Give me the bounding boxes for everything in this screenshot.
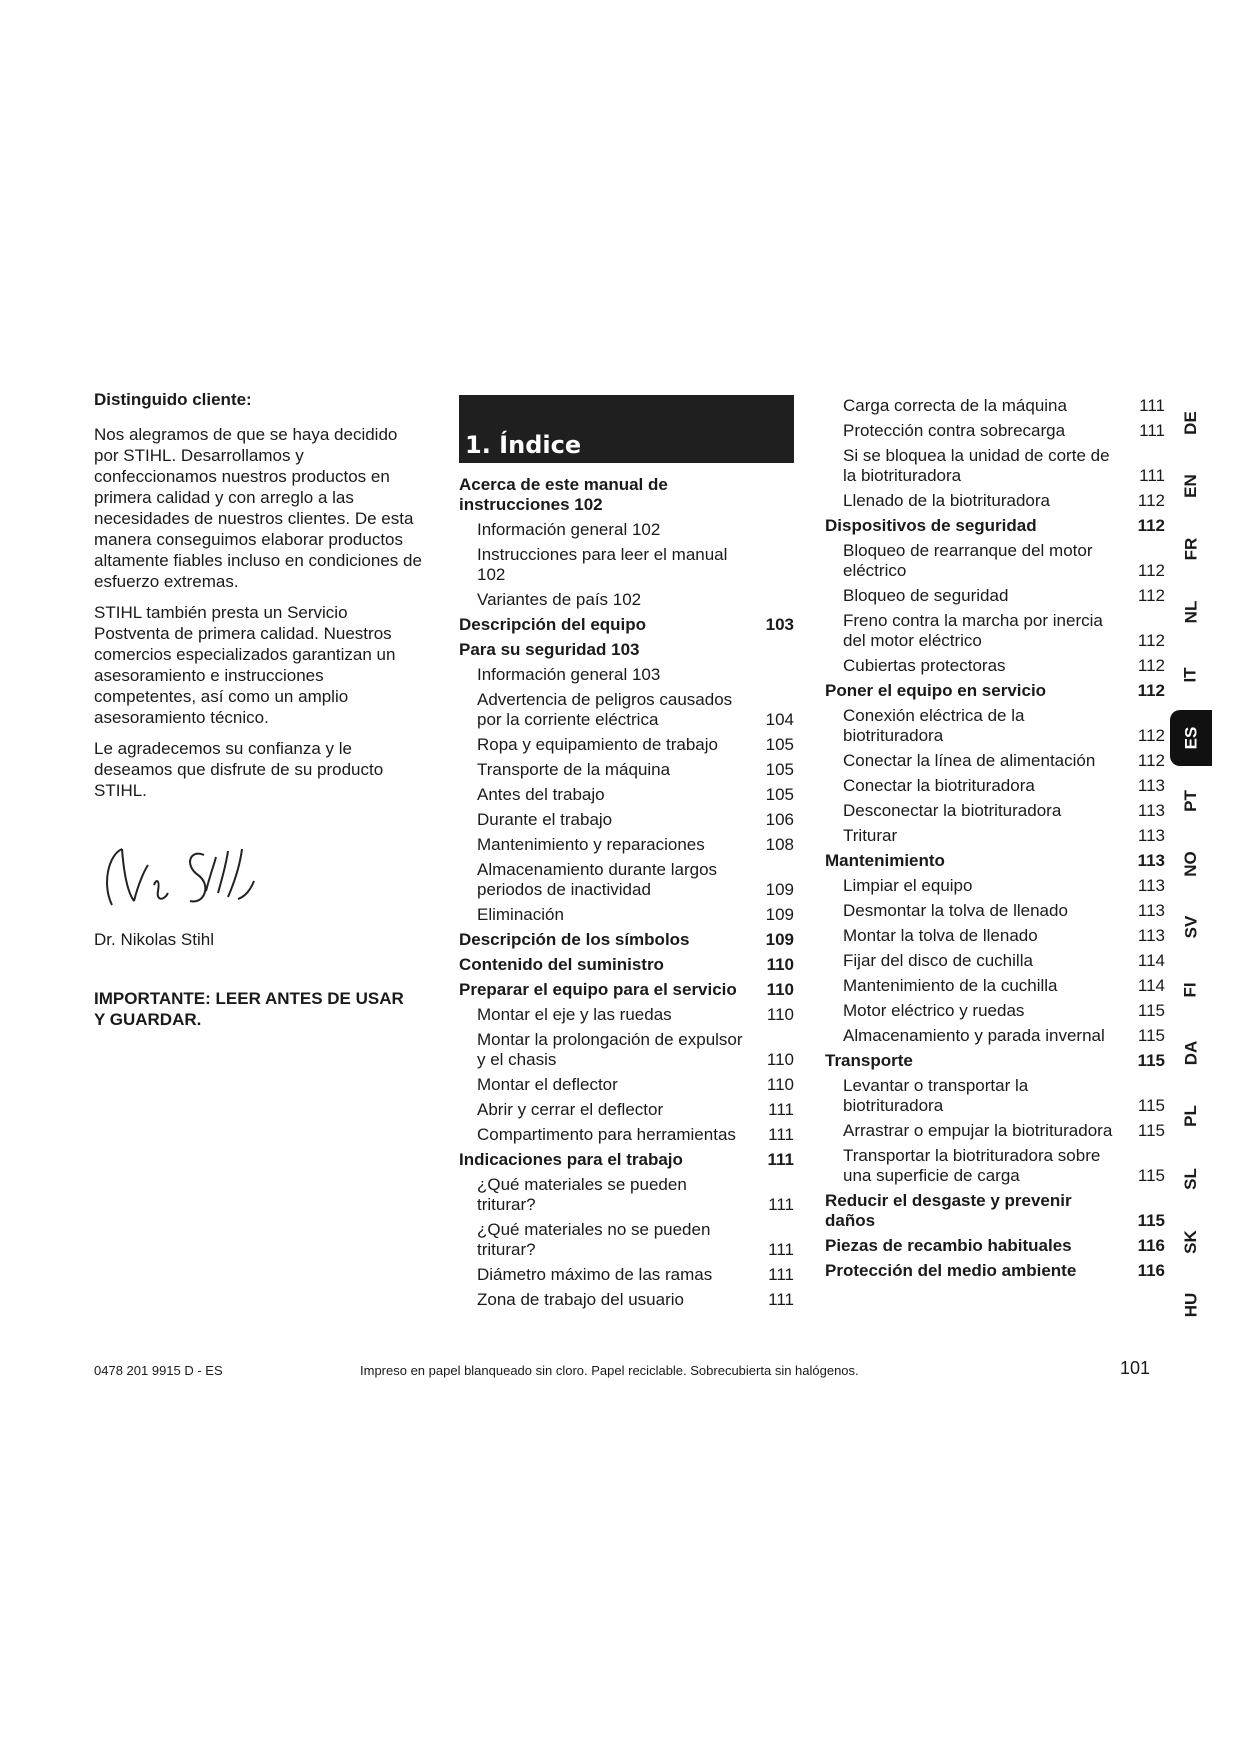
toc-entry-title: Información general 103 xyxy=(477,665,661,684)
toc-entry-title: Almacenamiento y parada invernal xyxy=(843,1026,1105,1045)
toc-entry-page: 113 xyxy=(1137,851,1165,870)
toc-entry-title: Conectar la línea de alimentación xyxy=(843,751,1096,770)
toc-entry-page: 113 xyxy=(1137,826,1165,845)
toc-entry xyxy=(459,1125,794,1145)
toc-entry-page: 115 xyxy=(1137,1121,1165,1140)
toc-entry-page: 112 xyxy=(1137,751,1165,770)
toc-entry-page: 105 xyxy=(765,760,794,779)
toc-entry xyxy=(459,905,794,925)
toc-entry-page: 113 xyxy=(1137,876,1165,895)
toc-entry xyxy=(825,1076,1165,1116)
toc-entry xyxy=(459,785,794,805)
toc-entry-title: Cubiertas protectoras xyxy=(843,656,1006,675)
toc-entry xyxy=(825,1051,1165,1071)
language-tab-es xyxy=(1170,710,1212,766)
toc-entry xyxy=(459,1075,794,1095)
important-line: IMPORTANTE: LEER ANTES DE USAR xyxy=(94,989,404,1008)
document-code: 0478 201 9915 D - ES xyxy=(94,1363,223,1378)
toc-entry-page: 115 xyxy=(1137,1166,1165,1185)
toc-entry-title: Limpiar el equipo xyxy=(843,876,973,895)
toc-entry-title: Indicaciones para el trabajo xyxy=(459,1150,683,1169)
language-tab-sv xyxy=(1170,899,1212,955)
toc-entry-title: Durante el trabajo xyxy=(477,810,613,829)
important-notice xyxy=(94,988,424,1030)
language-tab-label: SL xyxy=(1180,1168,1200,1190)
toc-entry xyxy=(459,1100,794,1120)
toc-entry-title: Mantenimiento xyxy=(825,851,945,870)
toc-entry-title: Protección contra sobrecarga xyxy=(843,421,1066,440)
toc-entry-title: Zona de trabajo del usuario xyxy=(477,1290,684,1309)
toc-entry-page: 105 xyxy=(765,785,794,804)
toc-entry-page: 112 xyxy=(1137,586,1165,605)
toc-entry-title: Eliminación xyxy=(477,905,564,924)
toc-entry-page: 105 xyxy=(765,735,794,754)
toc-entry-page: 112 xyxy=(1137,681,1165,700)
toc-entry-page: 116 xyxy=(1137,1261,1165,1280)
toc-entry xyxy=(459,860,794,900)
toc-entry-title: Contenido del suministro xyxy=(459,955,664,974)
toc-entry-page: 110 xyxy=(766,1075,794,1094)
toc-entry-page: 112 xyxy=(1137,516,1165,535)
toc-entry xyxy=(825,801,1165,821)
toc-entry xyxy=(459,1005,794,1025)
toc-entry-title: Información general 102 xyxy=(477,520,661,539)
language-tab-pl xyxy=(1170,1088,1212,1144)
toc-entry-page: 114 xyxy=(1137,976,1165,995)
toc-entry xyxy=(825,751,1165,771)
toc-entry xyxy=(825,776,1165,796)
toc-entry-page: 113 xyxy=(1137,776,1165,795)
toc-entry xyxy=(825,1261,1165,1281)
toc-entry-page: 103 xyxy=(765,615,794,634)
language-tab-label: ES xyxy=(1181,726,1200,750)
toc-entry-page: 111 xyxy=(1139,421,1165,440)
toc-entry-title: Abrir y cerrar el deflector xyxy=(477,1100,664,1119)
language-tab-de xyxy=(1170,395,1212,451)
greeting: Distinguido cliente: xyxy=(94,390,252,409)
toc-entry-title: Freno contra la marcha por inercia del motor eléctrico xyxy=(843,611,1103,650)
toc-entry-title: Desconectar la biotrituradora xyxy=(843,801,1062,820)
toc-entry xyxy=(825,1026,1165,1046)
toc-entry xyxy=(459,1265,794,1285)
toc-entry-title: Desmontar la tolva de llenado xyxy=(843,901,1068,920)
language-tab-label: DE xyxy=(1181,411,1200,435)
language-tab-nl xyxy=(1170,584,1212,640)
language-tab-pt xyxy=(1170,773,1212,829)
toc-entry xyxy=(825,851,1165,871)
welcome-letter xyxy=(94,389,424,1030)
language-tab-label: HU xyxy=(1181,1292,1200,1318)
toc-entry-page: 111 xyxy=(767,1150,794,1169)
toc-entry-title: Mantenimiento de la cuchilla xyxy=(843,976,1058,995)
toc-entry-page: 115 xyxy=(1137,1026,1165,1045)
language-tab-hu xyxy=(1170,1277,1212,1333)
toc-entry-title: Para su seguridad 103 xyxy=(459,640,640,659)
toc-entry-title: Si se bloquea la unidad de corte de la biotrituradora xyxy=(843,446,1110,485)
toc-entry-page: 110 xyxy=(766,1005,794,1024)
toc-entry xyxy=(825,541,1165,581)
letter-paragraph: Nos alegramos de que se haya decidido por STIHL. Desarrollamos y confeccionamos nuestros productos en primera calidad y con arreglo a las necesidades de nuestros clientes. De esta manera conseguimos elaborar productos altamente fiables incluso en condiciones de esfuerzo extremas. xyxy=(94,425,422,591)
toc-entry-title: Dispositivos de seguridad xyxy=(825,516,1037,535)
toc-entry xyxy=(825,876,1165,896)
language-tab-label: PL xyxy=(1180,1105,1200,1127)
toc-entry xyxy=(459,690,794,730)
language-tab-label: SK xyxy=(1181,1230,1200,1254)
toc-entry xyxy=(459,1030,794,1070)
toc-entry-page: 110 xyxy=(766,980,794,999)
toc-entry xyxy=(825,516,1165,536)
toc-entry-page: 111 xyxy=(768,1195,794,1214)
page-number: 101 xyxy=(1120,1358,1151,1378)
toc-entry xyxy=(825,1236,1165,1256)
toc-entry-page: 115 xyxy=(1137,1001,1165,1020)
toc-entry-title: Transporte de la máquina xyxy=(477,760,671,779)
toc-entry-title: Variantes de país 102 xyxy=(477,590,642,609)
toc-entry xyxy=(825,1191,1165,1231)
toc-entry-title: Llenado de la biotrituradora xyxy=(843,491,1050,510)
toc-entry-page: 115 xyxy=(1137,1211,1165,1230)
toc-entry-title: Ropa y equipamiento de trabajo xyxy=(477,735,718,754)
toc-entry xyxy=(825,396,1165,416)
toc-entry-page: 109 xyxy=(765,930,794,949)
toc-entry-page: 111 xyxy=(768,1125,794,1144)
toc-entry xyxy=(459,615,794,635)
toc-entry-title: Diámetro máximo de las ramas xyxy=(477,1265,713,1284)
language-tab-sl xyxy=(1170,1151,1212,1207)
signer-name: Dr. Nikolas Stihl xyxy=(94,930,214,949)
toc-entry-title: Descripción del equipo xyxy=(459,615,647,634)
toc-entry-title: Preparar el equipo para el servicio xyxy=(459,980,737,999)
language-tab-label: NL xyxy=(1180,600,1200,624)
toc-entry xyxy=(459,835,794,855)
toc-entry xyxy=(459,980,794,1000)
toc-entry-title: Transporte xyxy=(825,1051,913,1070)
toc-entry xyxy=(825,826,1165,846)
toc-entry xyxy=(459,1220,794,1260)
toc-entry-page: 113 xyxy=(1137,926,1165,945)
toc-entry-title: Descripción de los símbolos xyxy=(459,930,690,949)
signature-image xyxy=(94,835,264,921)
toc-list xyxy=(459,475,794,1310)
language-tab-label: SV xyxy=(1181,915,1200,939)
toc-entry xyxy=(459,1290,794,1310)
toc-entry xyxy=(825,446,1165,486)
toc-entry-title: Conexión eléctrica de la biotrituradora xyxy=(843,706,1025,745)
toc-entry xyxy=(825,976,1165,996)
toc-entry-title: Antes del trabajo xyxy=(477,785,605,804)
toc-column-1 xyxy=(459,395,794,1315)
toc-entry xyxy=(459,545,794,585)
toc-entry xyxy=(459,665,794,685)
toc-entry-page: 115 xyxy=(1137,1051,1165,1070)
toc-entry-page: 111 xyxy=(768,1265,794,1284)
language-tab-label: EN xyxy=(1181,474,1200,498)
toc-entry-title: Poner el equipo en servicio xyxy=(825,681,1047,700)
toc-entry-page: 111 xyxy=(768,1290,794,1309)
language-tab-label: PT xyxy=(1180,790,1200,812)
toc-entry-title: Montar la tolva de llenado xyxy=(843,926,1038,945)
toc-entry xyxy=(825,681,1165,701)
toc-entry-title: Arrastrar o empujar la biotrituradora xyxy=(843,1121,1113,1140)
toc-entry xyxy=(459,760,794,780)
toc-entry-page: 112 xyxy=(1137,631,1165,650)
toc-entry-page: 111 xyxy=(768,1240,794,1259)
toc-entry xyxy=(459,955,794,975)
toc-entry xyxy=(459,475,794,515)
letter-paragraph: Le agradecemos su confianza y le deseamos que disfrute de su producto STIHL. xyxy=(94,739,384,800)
toc-entry xyxy=(825,1146,1165,1186)
language-tab-label: NO xyxy=(1181,851,1200,877)
toc-entry xyxy=(825,1001,1165,1021)
toc-entry-title: Conectar la biotrituradora xyxy=(843,776,1035,795)
toc-entry-page: 106 xyxy=(765,810,794,829)
toc-entry xyxy=(459,520,794,540)
toc-entry-page: 112 xyxy=(1137,656,1165,675)
toc-entry-title: Reducir el desgaste y prevenir daños xyxy=(825,1191,1072,1230)
language-tab-no xyxy=(1170,836,1212,892)
toc-entry xyxy=(459,590,794,610)
toc-entry-title: Advertencia de peligros causados por la corriente eléctrica xyxy=(477,690,733,729)
toc-entry-page: 112 xyxy=(1137,726,1165,745)
toc-entry-page: 111 xyxy=(1139,466,1165,485)
toc-entry-title: Compartimento para herramientas xyxy=(477,1125,736,1144)
toc-entry xyxy=(825,421,1165,441)
language-tab-sk xyxy=(1170,1214,1212,1270)
toc-entry-title: ¿Qué materiales no se pueden triturar? xyxy=(477,1220,711,1259)
toc-entry-title: Fijar del disco de cuchilla xyxy=(843,951,1033,970)
toc-entry-page: 110 xyxy=(766,955,794,974)
language-tab-da xyxy=(1170,1025,1212,1081)
toc-entry-title: Instrucciones para leer el manual 102 xyxy=(477,545,728,584)
toc-entry-title: Montar el deflector xyxy=(477,1075,618,1094)
toc-entry-title: Piezas de recambio habituales xyxy=(825,1236,1072,1255)
toc-entry xyxy=(825,586,1165,606)
language-tab-it xyxy=(1170,647,1212,703)
toc-entry-title: ¿Qué materiales se pueden triturar? xyxy=(477,1175,687,1214)
language-tabs xyxy=(1170,395,1212,1345)
toc-entry xyxy=(459,735,794,755)
toc-entry xyxy=(459,810,794,830)
language-tab-label: FI xyxy=(1180,982,1200,998)
toc-entry-page: 113 xyxy=(1137,801,1165,820)
toc-entry xyxy=(825,611,1165,651)
toc-entry xyxy=(459,1150,794,1170)
toc-column-2 xyxy=(825,396,1165,1286)
language-tab-label: DA xyxy=(1181,1040,1200,1066)
toc-entry-page: 113 xyxy=(1137,901,1165,920)
toc-entry-title: Almacenamiento durante largos periodos de inactividad xyxy=(477,860,718,899)
toc-entry-page: 114 xyxy=(1137,951,1165,970)
language-tab-en xyxy=(1170,458,1212,514)
toc-entry-page: 115 xyxy=(1137,1096,1165,1115)
toc-entry-page: 104 xyxy=(765,710,794,729)
toc-heading: 1. Índice xyxy=(459,395,794,463)
letter-paragraph: STIHL también presta un Servicio Postventa de primera calidad. Nuestros comercios especializados garantizan un asesoramiento e instrucciones competentes, así como un amplio asesoramiento técnico. xyxy=(94,603,396,727)
toc-entry-title: Montar la prolongación de expulsor y el chasis xyxy=(477,1030,743,1069)
toc-entry-title: Motor eléctrico y ruedas xyxy=(843,1001,1025,1020)
toc-entry-title: Transportar la biotrituradora sobre una superficie de carga xyxy=(843,1146,1101,1185)
toc-entry-page: 108 xyxy=(765,835,794,854)
toc-entry-title: Acerca de este manual de instrucciones 102 xyxy=(459,475,668,514)
toc-entry xyxy=(825,706,1165,746)
toc-entry-page: 111 xyxy=(768,1100,794,1119)
toc-entry-page: 112 xyxy=(1137,491,1165,510)
toc-entry-title: Triturar xyxy=(843,826,898,845)
toc-list xyxy=(825,396,1165,1281)
toc-entry xyxy=(825,491,1165,511)
toc-entry-page: 109 xyxy=(765,880,794,899)
toc-entry xyxy=(825,926,1165,946)
toc-entry-title: Montar el eje y las ruedas xyxy=(477,1005,672,1024)
toc-entry xyxy=(825,1121,1165,1141)
toc-entry xyxy=(459,930,794,950)
toc-entry-page: 110 xyxy=(766,1050,794,1069)
toc-entry-title: Bloqueo de rearranque del motor eléctrico xyxy=(843,541,1093,580)
language-tab-label: FR xyxy=(1180,537,1200,561)
toc-entry xyxy=(459,1175,794,1215)
language-tab-fr xyxy=(1170,521,1212,577)
toc-entry-page: 116 xyxy=(1137,1236,1165,1255)
toc-entry-title: Protección del medio ambiente xyxy=(825,1261,1077,1280)
toc-entry-page: 112 xyxy=(1137,561,1165,580)
toc-entry-title: Levantar o transportar la biotrituradora xyxy=(843,1076,1029,1115)
important-line: Y GUARDAR. xyxy=(94,1010,202,1029)
toc-entry-title: Carga correcta de la máquina xyxy=(843,396,1067,415)
toc-entry xyxy=(825,901,1165,921)
toc-entry-title: Bloqueo de seguridad xyxy=(843,586,1009,605)
toc-entry-page: 109 xyxy=(765,905,794,924)
toc-entry xyxy=(825,951,1165,971)
toc-entry xyxy=(825,656,1165,676)
toc-entry-page: 111 xyxy=(1139,396,1165,415)
paper-note: Impreso en papel blanqueado sin cloro. Papel reciclable. Sobrecubierta sin halógenos. xyxy=(360,1363,859,1378)
toc-entry xyxy=(459,640,794,660)
language-tab-label: IT xyxy=(1180,667,1200,683)
toc-entry-title: Mantenimiento y reparaciones xyxy=(477,835,705,854)
language-tab-fi xyxy=(1170,962,1212,1018)
